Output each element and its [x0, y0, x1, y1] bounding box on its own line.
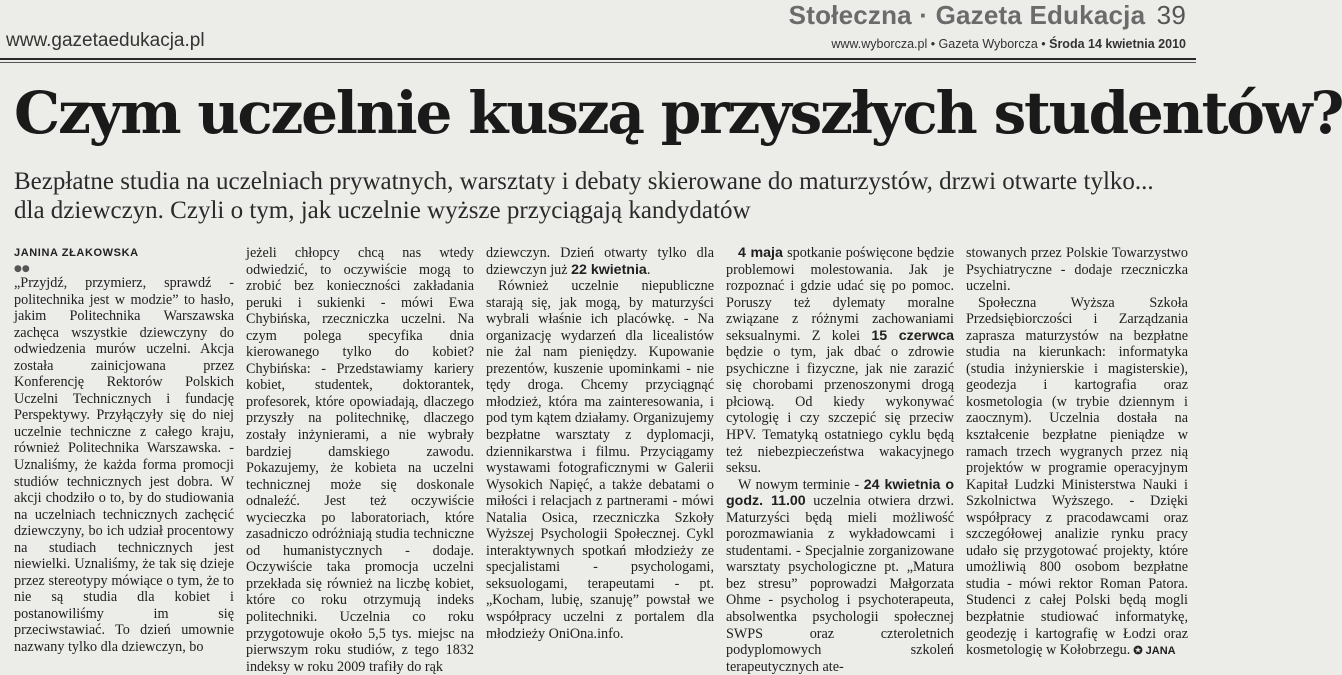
byline: JANINA ZŁAKOWSKA	[14, 247, 139, 259]
masthead	[789, 0, 1186, 51]
headline: Czym uczelnie kuszą przyszłych studentów?	[14, 79, 1342, 147]
separator: ·	[919, 0, 929, 30]
article-column-1	[14, 275, 234, 656]
article-column-5	[966, 245, 1188, 659]
publication-name: Gazeta Edukacja	[935, 0, 1146, 30]
paragraph: Również uczelnie niepubliczne starają się, jak mogą, by maturzyści wybrali właśnie ich placówkę. - Na organizację wydarzeń dla licealistów nie żal nam pieniędzy. Kupowanie prezentów, kuszenie upominkami - nie tędy droga. Chcemy przyciągnąć młodzież, która ma zainteresowania, i pod tym kątem działamy. Organizujemy bezpłatne warsztaty z dyplomacji, dziennikarstwa i filmu. Przyciągamy wystawami fotograficznymi w Galerii Wysokich Napięć, a także debatami o miłości i relacjach z partnerami - mówi Natalia Osica, rzeczniczka Szkoły Wyższej Psychologii Społecznej. Cykl interaktywnych spotkań młodzieży ze specjalistami - psychologami, seksuologami, terapeutami - pt. „Kocham, lubię, szanuję” powstał we współpracy uczelni z portalem dla młodzieży OniOna.info.	[486, 278, 714, 642]
paragraph	[486, 245, 714, 278]
text-run: spotkanie poświęcone będzie problemowi molestowania. Jak je rozpoznać i gdzie udać się po pomoc. Poruszy też dylematy moralne związane z różnymi zachowaniami seksualnymi. Z kolei	[726, 245, 954, 344]
article-column-4	[726, 245, 955, 675]
text-run: uczelnia otwiera drzwi. Maturzyści będą mieli możliwość porozmawiania z wykładowcami i studentami. - Specjalnie zorganizowane warsztaty psychologiczne pt. „Matura bez stresu” poprowadzi Małgorzata Ohme - psycholog i psychoterapeuta, absolwentka psychologii społecznej SWPS oraz czteroletnich podyplomowych szkoleń terapeutycznych ate-	[726, 493, 954, 675]
date-highlight: 24 kwietnia o godz. 11.00	[726, 476, 954, 510]
date-highlight: 22 kwietnia	[571, 261, 647, 278]
paragraph: „Przyjdź, przymierz, sprawdź - politechnika jest w modzie” to hasło, jakim Politechnika Warszawska zachęca wszystkie dziewczyny do odwiedzenia murów uczelni. Akcja została zainicjowana przez Konferencję Rektorów Polskich Uczelni Technicznych i fundację Perspektywy. Przyłączyły się do niej uczelnie techniczne z całego kraju, również Politechnika Warszawska. - Uznaliśmy, że każda forma promocji studiów technicznych jest dobra. W akcji chodziło o to, by do studiowania na uczelniach technicznych zachęcić dziewczyny, bo ich udział procentowy na studiach technicznych jest niewielki. Uznaliśmy, że tak się dzieje przez stereotypy mówiące o tym, że to nie są studia dla kobiet i postanowiliśmy im się przeciwstawiać. To dzień umownie nazwany tylko dla dziewczyn, bo	[14, 275, 234, 656]
subline-prefix: www.wyborcza.pl • Gazeta Wyborcza •	[831, 37, 1050, 51]
site-url: www.gazetaedukacja.pl	[6, 30, 205, 51]
article-column-3	[486, 245, 714, 644]
text-run: Społeczna Wyższa Szkoła Przedsiębiorczości i Zarządzania zaprasza maturzystów na bezpłatne studia na kierunkach: informatyka (studia inżynierskie i magisterskie), geodezja i kartografia oraz kosmetologia (w trybie dziennym i zaocznym). Uczelnia dostała na kształcenie bezpłatne pieniądze w ramach trzech wygranych przez nią projektów w programie operacyjnym Kapitał Ludzki Ministerstwa Nauki i Szkolnictwa Wyższego. - Dzięki współpracy z pracodawcami oraz szczegółowej analizie rynku pracy udało się przygotować projekty, które umożliwią 800 osobom bezpłatne studia - mówi rektor Roman Patora. Studenci z całej Polski będą mogli bezpłatnie studiować informatykę, geodezję i kartografię w Łodzi oraz kosmetologię w Kołobrzegu.	[966, 294, 1188, 659]
text-run: .	[646, 261, 651, 278]
header-rule-thin	[0, 62, 1196, 63]
issue-date: Środa 14 kwietnia 2010	[1049, 37, 1186, 51]
header-rule	[0, 58, 1196, 60]
paragraph: stowanych przez Polskie Towarzystwo Psychiatryczne - dodaje rzeczniczka uczelni.	[966, 245, 1188, 295]
byline-dots: ●●	[14, 264, 30, 274]
lead-paragraph: Bezpłatne studia na uczelniach prywatnych, warsztaty i debaty skierowane do maturzystów, drzwi otwarte tylko... dla dziewczyn. Czyli o tym, jak uczelnie wyższe przyciągają kandydatów	[14, 168, 1154, 224]
paragraph	[726, 477, 954, 675]
masthead-subline	[789, 37, 1186, 51]
article-column-2	[246, 245, 474, 675]
date-highlight: 4 maja	[738, 245, 783, 261]
section-name: Stołeczna	[788, 0, 912, 30]
paragraph	[726, 245, 954, 477]
text-run: W nowym terminie -	[738, 476, 864, 493]
page-number: 39	[1156, 0, 1186, 30]
text-run: będzie o tym, jak dbać o zdrowie psychiczne i fizyczne, jak nie zarazić się chorobami przenoszonymi drogą płciową. Od kiedy wykonywać cytologię i czy szczepić się przeciw HPV. Tematyką ostatniego cyklu będą też niebezpieczeństwa wakacyjnego seksu.	[726, 344, 954, 477]
paragraph: jeżeli chłopcy chcą nas wtedy odwiedzić, to oczywiście mogą to zrobić bez konieczności zakładania peruki i sukienki - mówi Ewa Chybińska, rzeczniczka uczelni. Na czym polega specyfika dnia kierowanego tylko do kobiet? Chybińska: - Przedstawiamy kariery kobiet, studentek, doktorantek, profesorek, które opowiadają, dlaczego przyszły na politechnikę, dlaczego zostały inżynierami, a nie wybrały bardziej damskiego zawodu. Pokazujemy, że kobieta na uczelni technicznej może się doskonale odnaleźć. Jest też oczywiście wycieczka po laboratoriach, które zasadniczo odróżniają studia techniczne od humanistycznych - dodaje. Oczywiście taka promocja uczelni przekłada się również na liczbę kobiet, które co roku otrzymują indeks politechniki. Uczelnia co roku przygotowuje około 5,5 tys. miejsc na pierwszym roku studiów, z tego 1832 indeksy w roku 2009 trafiły do rąk	[246, 245, 474, 675]
text-run: dziewczyn. Dzień otwarty tylko dla dziewczyn już	[486, 245, 714, 278]
masthead-title	[789, 0, 1186, 31]
author-signature: ✪ JANA	[1130, 645, 1176, 658]
date-highlight: 15 czerwca	[871, 327, 955, 344]
paragraph	[966, 295, 1188, 660]
